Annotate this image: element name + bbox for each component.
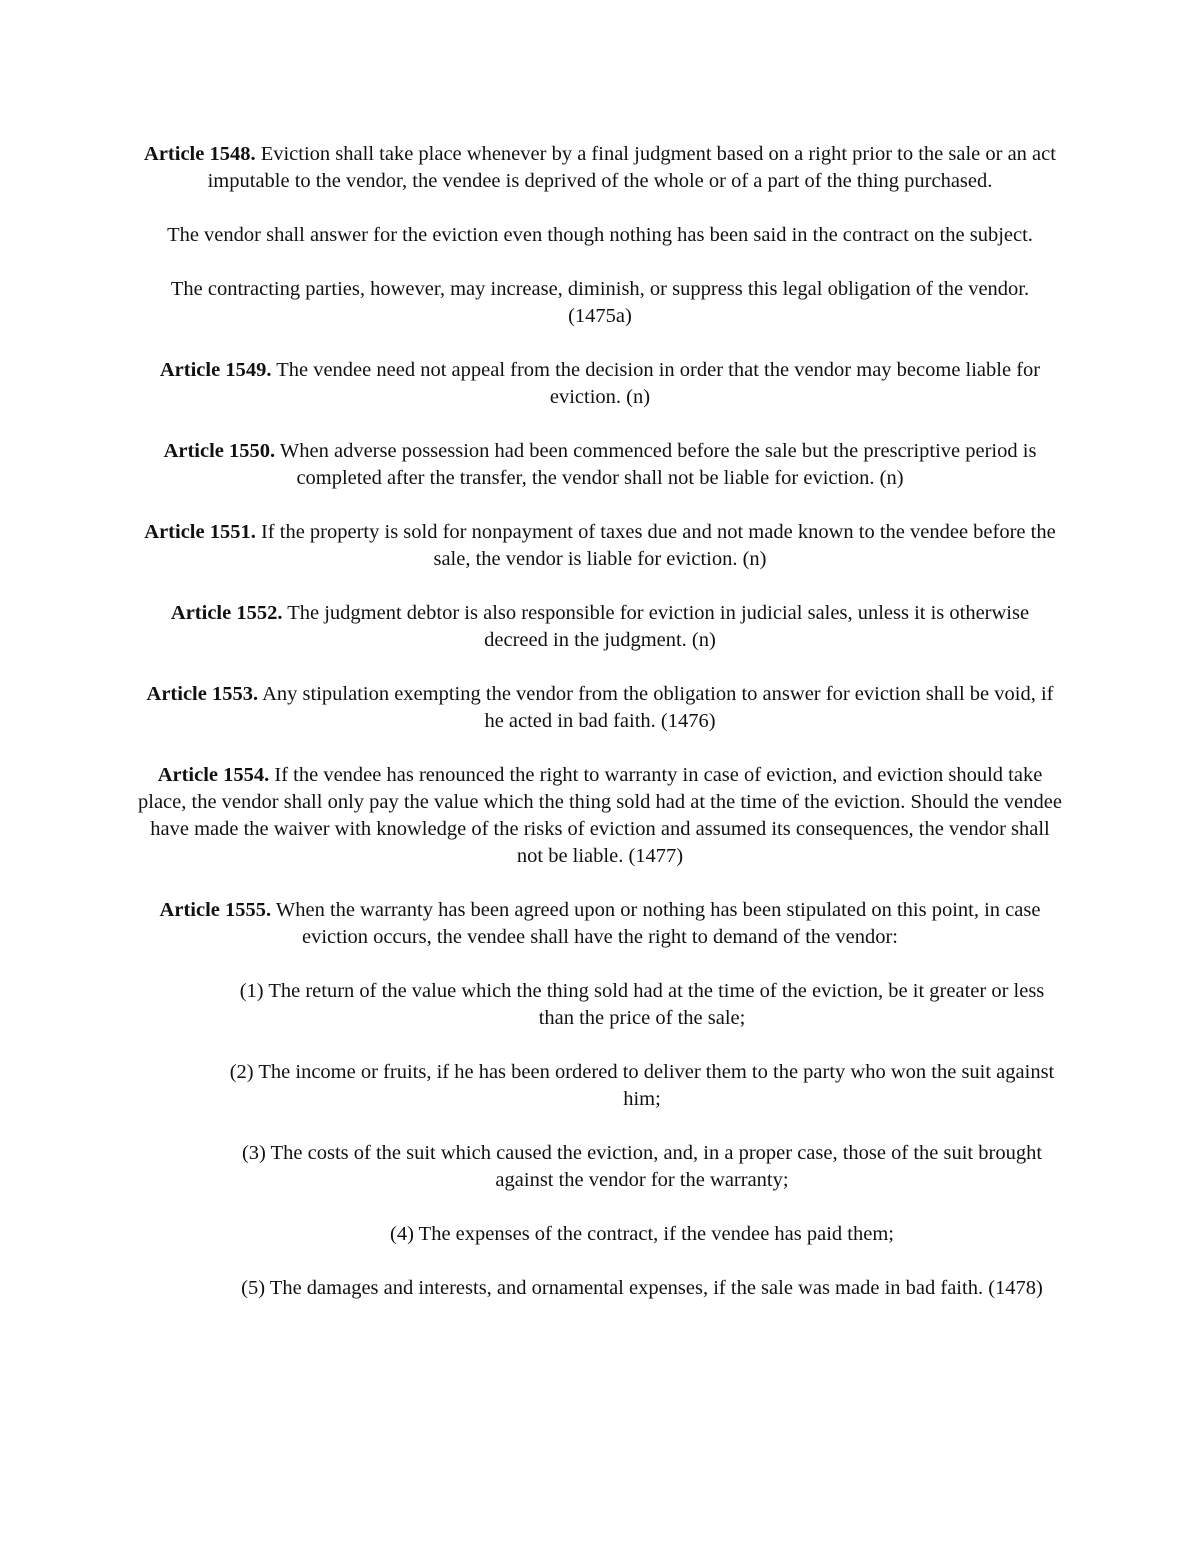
article-text: If the property is sold for nonpayment of taxes due and not made known to the vendee before the sale, the vendor is liable for eviction. (n) bbox=[255, 521, 1056, 570]
article-text: The vendee need not appeal from the decision in order that the vendor may become liable for eviction. (n) bbox=[271, 359, 1041, 408]
article-text: Eviction shall take place whenever by a final judgment based on a right prior to the sale or an act imputable to the vendor, the vendee is deprived of the whole or of a part of the thing purchased. bbox=[207, 143, 1056, 192]
article-label: Article 1553. bbox=[146, 683, 259, 705]
article-1552-paragraph bbox=[138, 600, 1062, 654]
list-item: (3) The costs of the suit which caused the eviction, and, in a proper case, those of the suit brought against the vendor for the warranty; bbox=[241, 1142, 1043, 1191]
article-text: Any stipulation exempting the vendor from the obligation to answer for eviction shall be void, if he acted in bad faith. (1476) bbox=[258, 683, 1054, 732]
article-label: Article 1551. bbox=[144, 521, 256, 543]
article-label: Article 1549. bbox=[159, 359, 272, 381]
article-label: Article 1548. bbox=[144, 143, 256, 165]
article-1548-paragraph bbox=[138, 141, 1062, 195]
list-item: (2) The income or fruits, if he has been ordered to deliver them to the party who won the suit against him; bbox=[229, 1061, 1055, 1110]
article-text: When adverse possession had been commenced before the sale but the prescriptive period is completed after the transfer, the vendor shall not be liable for eviction. (n) bbox=[275, 440, 1037, 489]
article-text: When the warranty has been agreed upon or nothing has been stipulated on this point, in case eviction occurs, the vendee shall have the right to demand of the vendor: bbox=[271, 899, 1041, 948]
document-body bbox=[138, 141, 1062, 1329]
article-label: Article 1555. bbox=[159, 899, 272, 921]
list-item: (1) The return of the value which the thing sold had at the time of the eviction, be it greater or less than the price of the sale; bbox=[239, 980, 1045, 1029]
article-1548-paragraph-3 bbox=[138, 276, 1062, 330]
article-text: The contracting parties, however, may increase, diminish, or suppress this legal obligation of the vendor. (1475a) bbox=[170, 278, 1030, 327]
article-1555-paragraph bbox=[138, 897, 1062, 951]
list-item: (4) The expenses of the contract, if the vendee has paid them; bbox=[390, 1223, 894, 1245]
article-1550-paragraph bbox=[138, 438, 1062, 492]
article-1548-paragraph-2 bbox=[138, 222, 1062, 249]
article-text: The judgment debtor is also responsible for eviction in judicial sales, unless it is otherwise decreed in the judgment. (n) bbox=[282, 602, 1030, 651]
article-label: Article 1554. bbox=[157, 764, 270, 786]
article-1549-paragraph bbox=[138, 357, 1062, 411]
article-text: If the vendee has renounced the right to warranty in case of eviction, and eviction should take place, the vendor shall only pay the value which the thing sold had at the time of the eviction. Should the vendee have made the waiver with knowledge of the risks of eviction and assumed its consequences, the vendor shall not be liable. (1477) bbox=[138, 764, 1062, 867]
article-label: Article 1550. bbox=[163, 440, 276, 462]
article-1555-list bbox=[222, 978, 1062, 1302]
article-label: Article 1552. bbox=[170, 602, 283, 624]
article-1551-paragraph bbox=[138, 519, 1062, 573]
list-item: (5) The damages and interests, and ornamental expenses, if the sale was made in bad faith. (1478) bbox=[241, 1277, 1043, 1299]
article-1554-paragraph bbox=[138, 762, 1062, 870]
article-text: The vendor shall answer for the eviction even though nothing has been said in the contract on the subject. bbox=[167, 224, 1033, 246]
article-1553-paragraph bbox=[138, 681, 1062, 735]
